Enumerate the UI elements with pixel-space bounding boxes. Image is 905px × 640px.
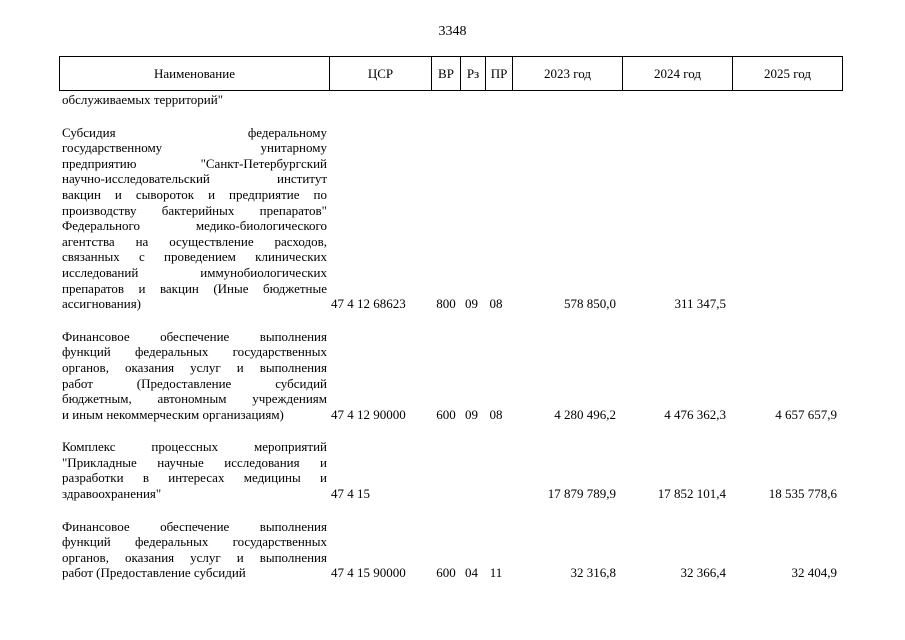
row-spacer [62, 422, 852, 439]
row-rz: 04 [465, 565, 478, 581]
table-row [62, 329, 852, 423]
row-name-line: Финансовое обеспечение выполнения [62, 518, 327, 534]
row-name-line: производству бактерийных препаратов" [62, 202, 327, 218]
row-name-line: связанных с проведением клинических [62, 249, 327, 265]
row-value-2025: 32 404,9 [791, 565, 837, 581]
row-pr: 08 [489, 406, 503, 422]
row-name-line: исследований иммунобиологических [62, 264, 327, 280]
row-name-line: бюджетным, автономным учреждениям [62, 391, 327, 407]
header-vr: ВР [432, 57, 461, 90]
row-name-line: государственному унитарному [62, 140, 327, 156]
row-value-2024: 17 852 101,4 [657, 486, 726, 502]
row-name-line: ассигнования) [62, 296, 142, 312]
row-name [62, 125, 327, 312]
row-value-2024: 4 476 362,3 [664, 406, 726, 422]
row-name-line: "Прикладные научные исследования и [62, 454, 327, 470]
page-number: 3348 [438, 24, 467, 39]
row-csr: 47 4 15 90000 [331, 565, 406, 581]
row-spacer [62, 108, 852, 125]
row-name-line: научно-исследовательский институт [62, 171, 327, 187]
table-body [62, 92, 852, 581]
row-value-2025: 18 535 778,6 [768, 486, 837, 502]
row-pr: 11 [489, 565, 503, 581]
row-vr: 600 [436, 565, 456, 581]
row-vr: 800 [436, 296, 456, 312]
row-rz: 09 [465, 296, 478, 312]
header-csr: ЦСР [330, 57, 432, 90]
row-value-2023: 32 316,8 [570, 565, 616, 581]
row-name-line: и иным некоммерческим организациям) [62, 406, 284, 422]
row-spacer [62, 502, 852, 519]
row-csr: 47 4 15 [331, 486, 370, 502]
row-value-2024: 311 347,5 [674, 296, 726, 312]
header-2023: 2023 год [513, 57, 623, 90]
row-name-line: предприятию "Санкт-Петербургский [62, 155, 327, 171]
row-name [62, 519, 327, 581]
table-row [62, 519, 852, 581]
row-value-2023: 578 850,0 [564, 296, 616, 312]
row-name-line: Федерального медико-биологического [62, 218, 327, 234]
header-2025: 2025 год [733, 57, 843, 90]
row-name-line: Финансовое обеспечение выполнения [62, 328, 327, 344]
table-header [59, 56, 843, 91]
table-row [62, 439, 852, 501]
row-name-line: здравоохранения" [62, 486, 162, 502]
row-name-line: вакцин и сывороток и предприятие по [62, 186, 327, 202]
row-name-line: обслуживаемых территорий" [62, 92, 223, 107]
row-name-line: работ (Предоставление субсидий [62, 375, 327, 391]
row-name-line: органов, оказания услуг и выполнения [62, 359, 327, 375]
row-value-2024: 32 366,4 [680, 565, 726, 581]
row-csr: 47 4 12 90000 [331, 406, 406, 422]
row-value-2023: 4 280 496,2 [554, 406, 616, 422]
row-name-line: препаратов и вакцин (Иные бюджетные [62, 280, 327, 296]
row-name-line: Комплекс процессных мероприятий [62, 439, 327, 455]
header-pr: ПР [486, 57, 513, 90]
row-name-line: органов, оказания услуг и выполнения [62, 549, 327, 565]
row-rz: 09 [465, 406, 478, 422]
row-value-2025: 4 657 657,9 [775, 406, 837, 422]
table-row [62, 125, 852, 312]
row-name-line: Субсидия федеральному [62, 124, 327, 140]
row-pr: 08 [489, 296, 503, 312]
table-row [62, 92, 852, 108]
row-name [62, 439, 327, 501]
header-2024: 2024 год [623, 57, 733, 90]
row-name-line: разработки в интересах медицины и [62, 470, 327, 486]
row-name-line: агентства на осуществление расходов, [62, 233, 327, 249]
header-name: Наименование [60, 57, 330, 90]
row-vr: 600 [436, 406, 456, 422]
row-value-2023: 17 879 789,9 [547, 486, 616, 502]
row-csr: 47 4 12 68623 [331, 296, 406, 312]
header-rz: Рз [461, 57, 486, 90]
row-spacer [62, 312, 852, 329]
row-name-line: функций федеральных государственных [62, 344, 327, 360]
row-name [62, 329, 327, 423]
row-name-line: работ (Предоставление субсидий [62, 565, 246, 581]
row-name [62, 92, 327, 108]
row-name-line: функций федеральных государственных [62, 534, 327, 550]
